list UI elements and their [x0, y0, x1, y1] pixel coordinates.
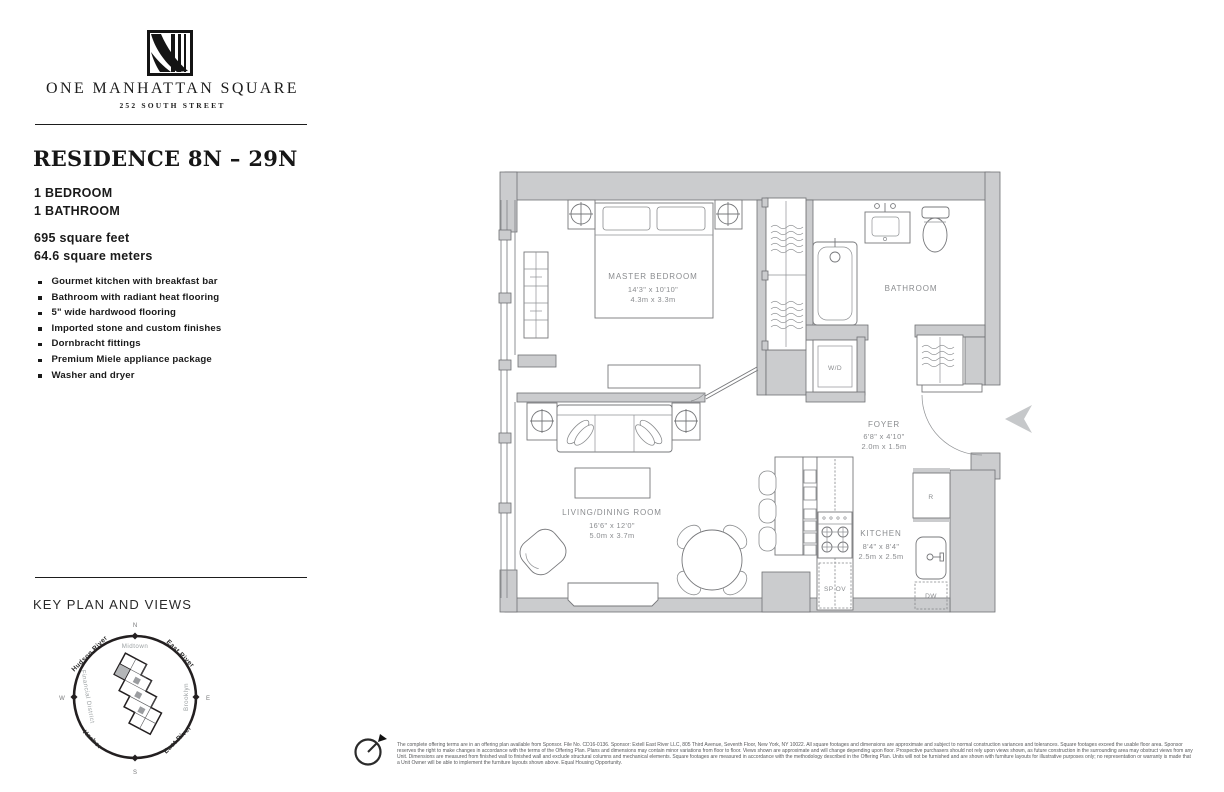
bedroom-closet — [762, 198, 806, 350]
brand-name: ONE MANHATTAN SQUARE — [46, 80, 299, 97]
nightstand-right — [715, 200, 742, 229]
feature-item — [36, 277, 306, 287]
bullet-icon — [38, 281, 42, 285]
brand-logo — [147, 30, 193, 81]
window-wall — [499, 200, 515, 598]
dining-set — [673, 521, 752, 600]
feature-item — [36, 324, 306, 334]
bathroom-count: 1 BATHROOM — [34, 204, 121, 218]
foyer-dim-ft: 6'8" x 4'10" — [863, 432, 905, 441]
feature-item — [36, 339, 306, 349]
kitchen-dim-m: 2.5m x 2.5m — [858, 552, 904, 561]
keyplan-title: KEY PLAN AND VIEWS — [33, 597, 192, 612]
side-table-right — [672, 403, 700, 440]
bullet-icon — [38, 343, 42, 347]
label-hudson-river: Hudson River — [70, 634, 110, 674]
north-arrow-icon — [353, 732, 391, 768]
bathroom-sink — [865, 203, 910, 243]
master-bedroom-label: MASTER BEDROOM — [608, 272, 698, 281]
feature-list — [36, 277, 306, 386]
bar-stool — [759, 471, 776, 495]
feature-text: Washer and dryer — [51, 369, 135, 381]
legal-disclaimer: The complete offering terms are in an offering plan available from Sponsor. File No. CD16-0136. Sponsor: Extell East River LLC, 805 Third Avenue, Seventh Floor, New York, NY 10022. All square footages and dimensions are approximate and subject to normal construction variances and tolerances. Square footages exceed the usable floor area. Sponsor reserves the right to make changes in accordance with the terms of the Offering Plan. Plans and dimensions may contain minor variations from floor to floor. Views shown are approximate and will change depending upon floor. Prospective purchasers should not rely upon views shown, as future construction in the surrounding area may obstruct views from any Unit. Dimensions are measured from finished wall to finished wall and exclude structural columns and mechanical elements. Square footages are measured in accordance with the methodology described in the Offering Plan. Units will not be furnished and are shown with furniture layouts for illustrative purposes only; no representation or warranty is made that a Unit Owner will be able to implement the furniture layouts shown above. Equal Housing Opportunity. — [397, 742, 1193, 767]
refrigerator-label: R — [928, 494, 934, 501]
side-table-left — [527, 403, 557, 440]
label-financial-district: Financial District — [79, 669, 96, 725]
area-sqft: 695 square feet — [34, 231, 130, 245]
toilet — [922, 207, 949, 252]
feature-text: 5" wide hardwood flooring — [51, 307, 176, 319]
bullet-icon — [38, 312, 42, 316]
feature-text: Premium Miele appliance package — [51, 353, 212, 365]
bar-stool — [759, 527, 776, 551]
dw-label: DW — [925, 593, 937, 600]
foyer-closet — [917, 335, 963, 385]
feature-text: Imported stone and custom finishes — [51, 322, 222, 334]
feature-item — [36, 355, 306, 365]
key-plan-compass — [55, 617, 215, 777]
master-bedroom-dim-m: 4.3m x 3.3m — [630, 295, 676, 304]
living-dining-room — [515, 403, 752, 606]
living-dining-dim-ft: 16'6" x 12'0" — [589, 521, 635, 530]
foyer — [861, 420, 906, 451]
cardinal-w: W — [59, 696, 65, 702]
wd-label: W/D — [827, 365, 843, 372]
bullet-icon — [38, 359, 42, 363]
sofa — [557, 405, 672, 452]
brand-logo-icon — [147, 30, 193, 76]
kitchen-sink — [916, 537, 946, 579]
breakfast-bar — [759, 457, 803, 555]
cabinet-column — [803, 457, 817, 555]
label-brooklyn: Brooklyn — [183, 682, 190, 712]
entry-arrow-icon — [1005, 405, 1032, 433]
label-east-river-se: East River — [162, 724, 194, 756]
key-plan — [55, 617, 215, 782]
spov-label: SP OV — [823, 586, 847, 593]
bullet-icon — [38, 327, 42, 331]
cardinal-s: S — [132, 770, 138, 776]
bathtub — [813, 238, 857, 325]
bathroom-label: BATHROOM — [884, 284, 938, 293]
bedroom-count: 1 BEDROOM — [34, 186, 113, 200]
kitchen-dim-ft: 8'4" x 8'4" — [862, 542, 900, 551]
floor-plan-drawing — [485, 165, 1045, 630]
nightstand-left — [568, 200, 595, 229]
label-midtown: Midtown — [121, 643, 149, 650]
label-harbor: Harbor — [81, 728, 104, 751]
entry-door — [922, 384, 982, 455]
washer-dryer — [813, 340, 857, 392]
area-sqm: 64.6 square meters — [34, 249, 153, 263]
bullet-icon — [38, 374, 42, 378]
cooktop — [818, 512, 852, 558]
master-bedroom-dim-ft: 14'3" x 10'10" — [627, 285, 679, 294]
divider-top — [35, 124, 307, 125]
cardinal-n: N — [132, 623, 138, 629]
feature-item — [36, 293, 306, 303]
brand-address: 252 SOUTH STREET — [119, 101, 226, 110]
bar-stool — [759, 499, 776, 523]
label-east-river-ne: East River — [164, 638, 196, 670]
bullet-icon — [38, 296, 42, 300]
dresser — [524, 252, 548, 338]
feature-text: Gourmet kitchen with breakfast bar — [51, 276, 218, 287]
feature-text: Dornbracht fittings — [51, 338, 141, 350]
media-console — [568, 583, 658, 606]
armchair — [515, 524, 572, 580]
coffee-table — [575, 468, 650, 498]
cardinal-e: E — [205, 696, 211, 702]
kitchen-counter — [817, 457, 853, 610]
living-dining-label: LIVING/DINING ROOM — [562, 508, 662, 517]
foyer-label: FOYER — [867, 420, 901, 429]
bed-bench — [608, 365, 700, 388]
living-dining-dim-m: 5.0m x 3.7m — [589, 531, 635, 540]
dining-table — [682, 530, 742, 590]
floor-plan — [485, 165, 1045, 635]
divider-keyplan — [35, 577, 307, 578]
bathroom — [813, 203, 963, 392]
north-arrow — [353, 732, 391, 773]
feature-text: Bathroom with radiant heat flooring — [51, 291, 220, 303]
kitchen-label: KITCHEN — [860, 529, 902, 538]
building-footprint — [97, 653, 178, 734]
foyer-dim-m: 2.0m x 1.5m — [861, 442, 907, 451]
appliance-column — [913, 473, 950, 609]
feature-item — [36, 371, 306, 381]
residence-title: RESIDENCE 8N – 29N — [33, 146, 298, 171]
feature-item — [36, 308, 306, 318]
